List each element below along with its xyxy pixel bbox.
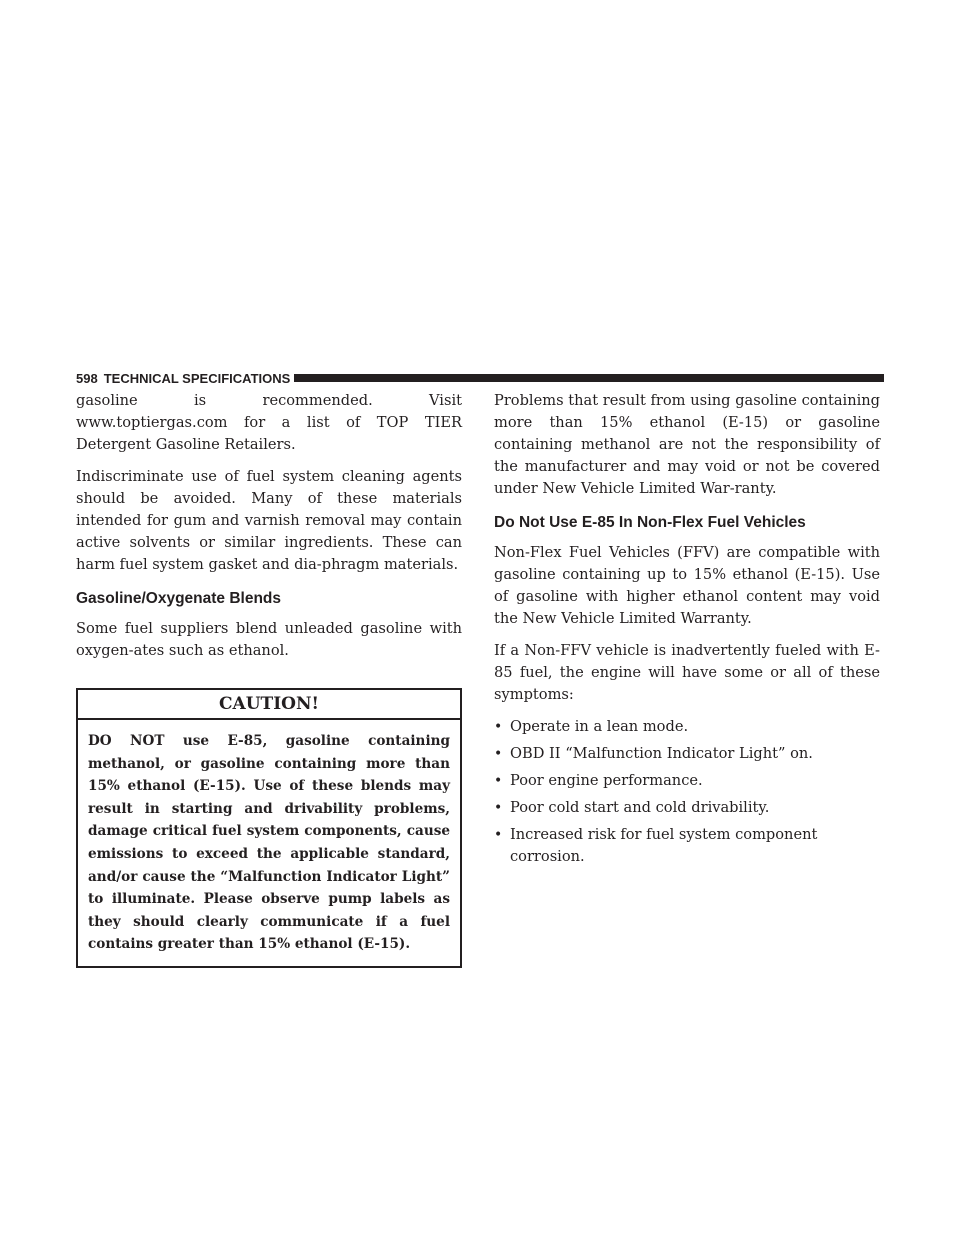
bullet-icon: • <box>494 800 503 816</box>
list-item: • OBD II “Malfunction Indicator Light” on. <box>494 743 880 765</box>
heading-e85-non-flex: Do Not Use E-85 In Non-Flex Fuel Vehicles <box>494 514 806 531</box>
symptoms-list <box>494 716 880 868</box>
right-column <box>494 390 880 873</box>
list-item: • Increased risk for fuel system component corrosion. <box>494 826 818 865</box>
list-item: • Poor engine performance. <box>494 770 880 792</box>
caution-box <box>76 688 462 968</box>
list-item: • Operate in a lean mode. <box>494 716 880 738</box>
paragraph-oxygenates: Some fuel suppliers blend unleaded gasoline with oxygen-ates such as ethanol. <box>76 620 462 659</box>
header-rule <box>294 374 884 382</box>
paragraph-non-ffv-compat: Non-Flex Fuel Vehicles (FFV) are compatible with gasoline containing up to 15% ethanol (E-15). Use of gasoline with higher ethanol content may void the New Vehicle Limited Warranty. <box>494 544 880 627</box>
caution-body: DO NOT use E-85, gasoline containing methanol, or gasoline containing more than 15% ethanol (E-15). Use of these blends may result in starting and drivability problems, damage critical fuel system components, cause emissions to exceed the applicable standard, and/or cause the “Malfunction Indicator Light” to illuminate. Please observe pump labels as they should clearly communicate if a fuel contains greater than 15% ethanol (E-15). <box>88 733 450 953</box>
page-number: 598 <box>76 370 98 386</box>
heading-oxygenate-blends: Gasoline/Oxygenate Blends <box>76 590 282 607</box>
bullet-icon: • <box>494 773 503 789</box>
bullet-icon: • <box>494 719 503 735</box>
page-header <box>76 368 884 388</box>
list-item: • Poor cold start and cold drivability. <box>494 797 880 819</box>
left-column <box>76 390 462 968</box>
section-title: TECHNICAL SPECIFICATIONS <box>103 370 291 386</box>
caution-title: CAUTION! <box>78 690 460 720</box>
paragraph-cleaning-agents: Indiscriminate use of fuel system cleaning agents should be avoided. Many of these materials intended for gum and varnish removal may contain active solvents or similar ingredients. These can harm fuel system gasket and dia-phragm materials. <box>76 468 462 573</box>
paragraph-symptoms-intro: If a Non-FFV vehicle is inadvertently fueled with E-85 fuel, the engine will have some or all of these symptoms: <box>494 642 880 703</box>
paragraph-e15-problems: Problems that result from using gasoline containing more than 15% ethanol (E-15) or gasoline containing methanol are not the responsibility of the manufacturer and may void or not be covered under New Vehicle Limited War-ranty. <box>494 392 880 497</box>
paragraph-top-tier: gasoline is recommended. Visit www.toptiergas.com for a list of TOP TIER Detergent Gasoline Retailers. <box>76 392 462 453</box>
bullet-icon: • <box>494 746 503 762</box>
bullet-icon: • <box>494 827 503 843</box>
